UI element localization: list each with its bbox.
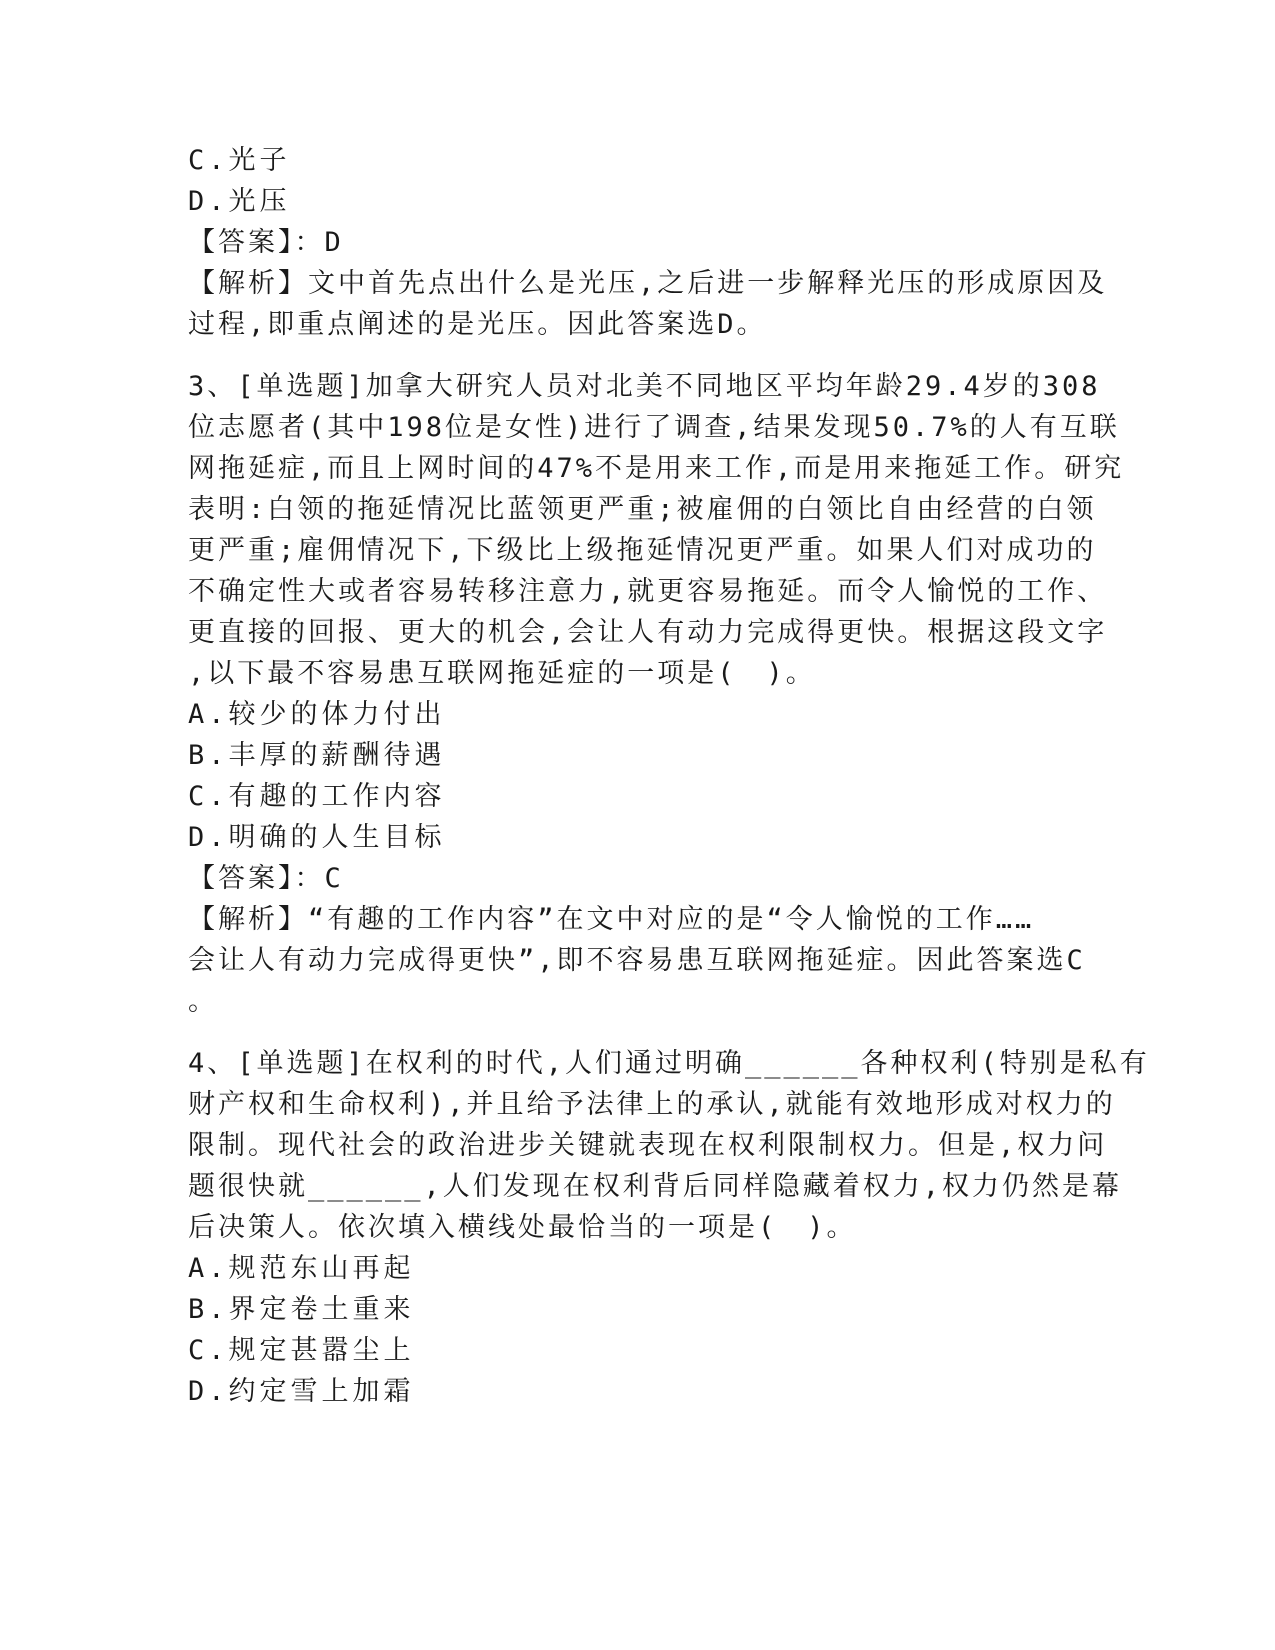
q4-option-d: D.约定雪上加霜: [188, 1376, 415, 1407]
q4-option-a: A.规范东山再起: [188, 1253, 415, 1284]
q2-analysis-line-2: 过程,即重点阐述的是光压。因此答案选D。: [188, 309, 767, 340]
q2-answer: 【答案】：D: [188, 227, 344, 258]
q3-stem-line-1: 3、[单选题]加拿大研究人员对北美不同地区平均年龄29.4岁的308: [188, 371, 1101, 402]
q3-stem-line-8: ,以下最不容易患互联网拖延症的一项是( )。: [188, 658, 816, 689]
q3-analysis-line-1: 【解析】“有趣的工作内容”在文中对应的是“令人愉悦的工作……: [188, 904, 1035, 935]
q3-option-c: C.有趣的工作内容: [188, 781, 446, 812]
q2-option-c: C.光子: [188, 145, 291, 176]
q3-option-b: B.丰厚的薪酬待遇: [188, 740, 446, 771]
q4-stem-line-1: 4、[单选题]在权利的时代,人们通过明确______各种权利(特别是私有: [188, 1048, 1150, 1079]
q2-analysis-line-1: 【解析】文中首先点出什么是光压,之后进一步解释光压的形成原因及: [188, 268, 1108, 299]
q3-stem-line-7: 更直接的回报、更大的机会,会让人有动力完成得更快。根据这段文字: [188, 617, 1108, 648]
q3-stem-line-2: 位志愿者(其中198位是女性)进行了调查,结果发现50.7%的人有互联: [188, 412, 1120, 443]
q3-option-a: A.较少的体力付出: [188, 699, 446, 730]
q3-stem-line-5: 更严重;雇佣情况下,下级比上级拖延情况更严重。如果人们对成功的: [188, 535, 1097, 566]
q4-stem-line-5: 后决策人。依次填入横线处最恰当的一项是( )。: [188, 1212, 857, 1243]
q4-stem-line-3: 限制。现代社会的政治进步关键就表现在权利限制权力。但是,权力问: [188, 1130, 1108, 1161]
q2-option-d: D.光压: [188, 186, 291, 217]
q3-analysis-line-2: 会让人有动力完成得更快”,即不容易患互联网拖延症。因此答案选C: [188, 945, 1086, 976]
q3-stem-line-4: 表明:白领的拖延情况比蓝领更严重;被雇佣的白领比自由经营的白领: [188, 494, 1097, 525]
q4-option-b: B.界定卷土重来: [188, 1294, 415, 1325]
q3-option-d: D.明确的人生目标: [188, 822, 446, 853]
q4-option-c: C.规定甚嚣尘上: [188, 1335, 415, 1366]
q4-stem-line-4: 题很快就______,人们发现在权利背后同样隐藏着权力,权力仍然是幕: [188, 1171, 1123, 1202]
q3-stem-line-6: 不确定性大或者容易转移注意力,就更容易拖延。而令人愉悦的工作、: [188, 576, 1108, 607]
q3-answer: 【答案】：C: [188, 863, 344, 894]
q3-stem-line-3: 网拖延症,而且上网时间的47%不是用来工作,而是用来拖延工作。研究: [188, 453, 1125, 484]
q4-stem-line-2: 财产权和生命权利),并且给予法律上的承认,就能有效地形成对权力的: [188, 1089, 1116, 1120]
q3-analysis-line-3: 。: [188, 986, 218, 1017]
